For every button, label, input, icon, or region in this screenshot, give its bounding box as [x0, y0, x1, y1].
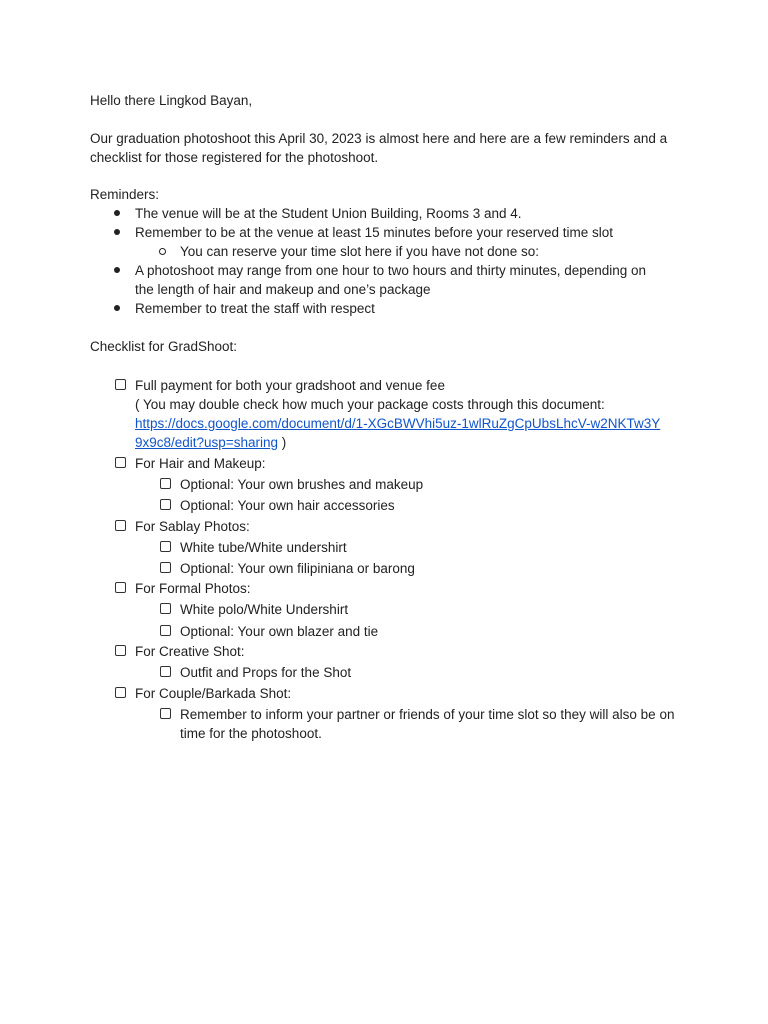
checkbox-filipiniana-barong[interactable]	[160, 562, 171, 573]
intro-paragraph: Our graduation photoshoot this April 30, 2023 is almost here and here are a few reminders and a checklist for those registered for the photoshoot.	[90, 131, 668, 165]
bullet-dot-icon	[114, 229, 120, 235]
greeting-text: Hello there Lingkod Bayan,	[90, 93, 253, 108]
checklist-subitem: White tube/White undershirt	[180, 540, 347, 555]
package-document-link[interactable]: https://docs.google.com/document/d/1-XGcBWVhi5uz-1wlRuZgCpUbsLhcV-w2NKTw3Y	[135, 416, 661, 431]
reminder-item: The venue will be at the Student Union Building, Rooms 3 and 4.	[135, 206, 522, 221]
payment-note-close: )	[277, 435, 287, 450]
checklist-subitem: White polo/White Undershirt	[180, 602, 349, 617]
checklist-item-payment: Full payment for both your gradshoot and venue fee	[135, 378, 445, 393]
reminder-item: Remember to treat the staff with respect	[135, 301, 375, 316]
checkbox-brushes-makeup[interactable]	[160, 478, 171, 489]
checklist-item-couple-barkada: For Couple/Barkada Shot:	[135, 686, 292, 701]
payment-link-line	[135, 433, 286, 452]
checklist-subitem: Outfit and Props for the Shot	[180, 665, 352, 680]
payment-link-line	[135, 414, 660, 433]
reminder-item: A photoshoot may range from one hour to two hours and thirty minutes, depending on the length of hair and makeup and one’s package	[135, 263, 647, 297]
checkbox-payment[interactable]	[115, 379, 126, 390]
checklist-subitem: Remember to inform your partner or friends of your time slot so they will also be on time for the photoshoot.	[180, 707, 675, 741]
checkbox-sablay[interactable]	[115, 520, 126, 531]
reminder-subitem: You can reserve your time slot here if you have not done so:	[180, 244, 539, 259]
checkbox-white-tube[interactable]	[160, 541, 171, 552]
reminder-item: Remember to be at the venue at least 15 minutes before your reserved time slot	[135, 225, 613, 240]
checklist-subitem: Optional: Your own hair accessories	[180, 498, 395, 513]
checklist-item-formal: For Formal Photos:	[135, 581, 251, 596]
checklist-subitem: Optional: Your own brushes and makeup	[180, 477, 424, 492]
package-document-link[interactable]: 9x9c8/edit?usp=sharing	[135, 435, 278, 450]
checklist-item-creative: For Creative Shot:	[135, 644, 245, 659]
bullet-ring-icon	[159, 248, 166, 255]
checkbox-hair-accessories[interactable]	[160, 499, 171, 510]
checklist-subitem: Optional: Your own filipiniana or barong	[180, 561, 415, 576]
checkbox-outfit-props[interactable]	[160, 666, 171, 677]
bullet-dot-icon	[114, 210, 120, 216]
checkbox-creative[interactable]	[115, 645, 126, 656]
checklist-item-sablay: For Sablay Photos:	[135, 519, 250, 534]
bullet-dot-icon	[114, 305, 120, 311]
checkbox-white-polo[interactable]	[160, 603, 171, 614]
reminders-heading: Reminders:	[90, 187, 160, 202]
checkbox-formal[interactable]	[115, 582, 126, 593]
checkbox-inform-partner[interactable]	[160, 708, 171, 719]
bullet-dot-icon	[114, 267, 120, 273]
checklist-heading: Checklist for GradShoot:	[90, 339, 238, 354]
checklist-item-hair-makeup: For Hair and Makeup:	[135, 456, 266, 471]
checkbox-blazer-tie[interactable]	[160, 625, 171, 636]
payment-note: ( You may double check how much your package costs through this document:	[135, 397, 605, 412]
checkbox-hair-makeup[interactable]	[115, 457, 126, 468]
checkbox-couple-barkada[interactable]	[115, 687, 126, 698]
checklist-subitem: Optional: Your own blazer and tie	[180, 624, 379, 639]
